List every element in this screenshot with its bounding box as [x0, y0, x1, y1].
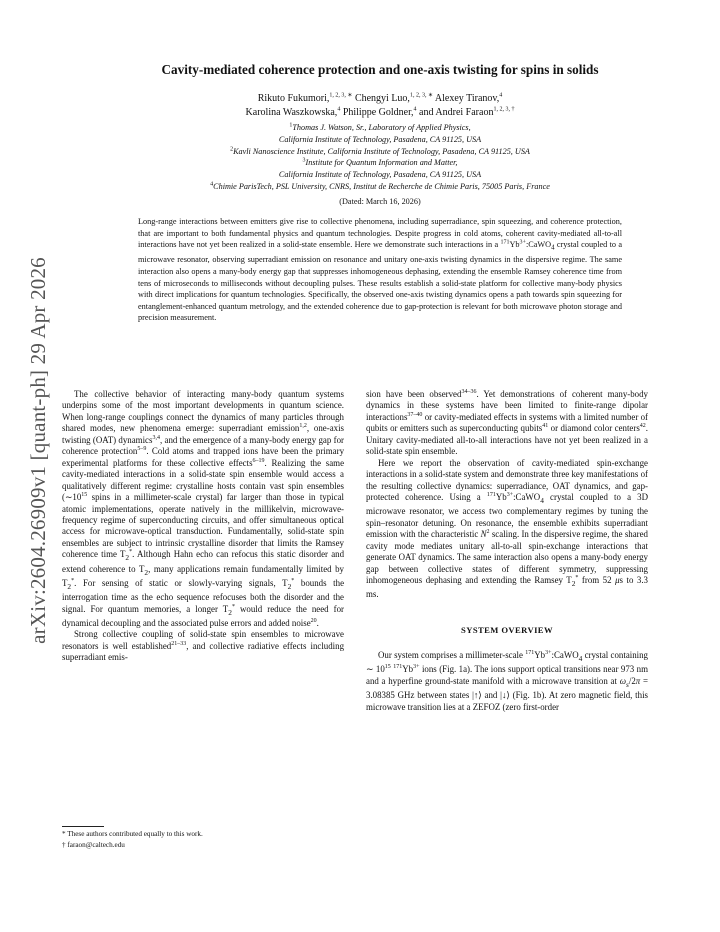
affiliation-line: $^1$Thomas J. Watson, Sr., Laboratory of Applied Physics,: [289, 122, 471, 132]
affiliation-line: California Institute of Technology, Pasadena, CA 91125, USA: [278, 170, 482, 180]
author-affiliation-mark: 1, 2, 3, ∗: [329, 92, 353, 99]
author-affiliation-mark: 4: [413, 106, 417, 113]
right-column: [366, 389, 648, 713]
paper-title: Cavity-mediated coherence protection and one-axis twisting for spins in solids: [161, 62, 599, 77]
arxiv-stamp-text: arXiv:2604.26909v1 [quant-ph] 29 Apr 2026: [25, 256, 50, 644]
abstract: Long-range interactions between emitters give rise to collective phenomena, including superradiance, spin squeezing, and coherence protection, that are important to both fundamental physics and quantum technologies. Despite progress in cold atoms, coherent cavity-mediated all-to-all interactions have not yet been realized in a solid-state ensemble. Here we demonstrate such interactions in a $^{171}Yb^{3+}:CaWO_4$ crystal coupled to a microwave resonator, observing superradiant emission on resonance and unitary one-axis twisting dynamics in the dispersive regime. The same interaction also opens a many-body energy gap that suppresses inhomogeneous dephasing, extending the ensemble Ramsey coherence time from tens of microseconds to milliseconds without decoupling pulses. These results establish a solid-state platform for collective many-body physics with direct implications for quantum technologies. Specifically, the observed one-axis twisting dynamics opens a path towards spin squeezing for entanglement-enhanced quantum metrology, and the extended coherence due to gap-protection is relevant for both microwave photon storage and precision measurement.: [138, 217, 622, 323]
footnote: * These authors contributed equally to this work.: [62, 830, 203, 838]
arxiv-stamp: [18, 240, 58, 660]
footnotes: [62, 829, 344, 850]
author-line-2: [70, 106, 690, 120]
author-name: Chengyi Luo,: [352, 93, 410, 104]
body-paragraph: The collective behavior of interacting many-body quantum systems underpins some of the most important developments in quantum science. When long-range couplings connect the dynamics of many particles through shared modes, new phenomena emerge: superradiant emission$^{1,2}$, one-axis twisting (OAT) dynamics$^{3,4}$, and the emergence of a many-body energy gap for coherence protection$^{5-9}$. Cold atoms and trapped ions have been the primary experimental platforms for these collective effects$^{6-19}$. Realizing the same cavity-mediated interactions in a solid-state spin ensemble would access a qualitatively different regime: crystalline hosts contain vast spin ensembles ($\sim 10^{15}$ spins in a millimeter-scale crystal) far larger than those in typical atomic implementations, operate natively in the millikelvin, microwave-frequency regime of superconducting circuits, and offer simultaneous optical access for microwave-optical transduction. Fundamentally, solid-state spin ensembles are subject to intrinsic crystalline disorder that limits the Ramsey coherence time $T_2^*$. Although Hahn echo can refocus this static disorder and extend coherence to $T_2$, many applications remain fundamentally limited by $T_2^*$. For sensing of static or slowly-varying signals, $T_2^*$ bounds the interrogation time as the echo sequence refocuses both the disorder and the signal. For quantum memories, a longer $T_2^*$ would reduce the need for dynamical decoupling and the associated pulse errors and added noise$^{20}$.: [62, 389, 345, 628]
footnote: † faraon@caltech.edu: [62, 840, 125, 849]
body-paragraph: Our system comprises a millimeter-scale $^{171}Yb^{3+}:CaWO_4$ crystal containing ∼ $10^{15}$ $^{171}Yb^{3+}$ ions (Fig. 1a). The ions support optical transitions near 973 nm and a hyperfine ground-state manifold with a microwave transition at $\omega_s/2\pi = 3.08385$ GHz between states |↑⟩ and |↓⟩ (Fig. 1b). At zero magnetic field, this microwave transition lies at a ZEFOZ (zero first-order: [366, 650, 649, 712]
body-paragraph: Here we report the observation of cavity-mediated spin-exchange interactions in a solid-state system and demonstrate three key manifestations of the resulting collective dynamics: superradiance, OAT dynamics, and gap-protected coherence. Using a $^{171}Yb^{3+}:CaWO_4$ crystal coupled to a 3D microwave resonator, we access two complementary regimes by tuning the spin–resonator detuning. On resonance, the ensemble exhibits superradiant emission with the characteristic $N^2$ scaling. In the dispersive regime, the shared cavity mode mediates unitary all-to-all spin-exchange interactions that generate OAT dynamics. The same interaction also opens a many-body energy gap between collective states of different symmetry, suppressing inhomogeneous dephasing and extending the Ramsey $T_2^*$ from 52 μs to 3.3 ms.: [366, 457, 648, 600]
author-line-1: [70, 92, 690, 106]
affiliation-line: $^4$Chimie ParisTech, PSL University, CNRS, Institut de Recherche de Chimie Paris, 75005 Paris, France: [210, 181, 550, 191]
author-name: Karolina Waszkowska,: [245, 107, 338, 118]
date-line: (Dated: March 16, 2026): [339, 197, 421, 206]
affiliation-line: $^2$Kavli Nanoscience Institute, California Institute of Technology, Pasadena, CA 91125, USA: [230, 145, 530, 156]
introduction-continued: [366, 389, 648, 601]
left-column: [62, 389, 344, 664]
affiliation-line: $^3$Institute for Quantum Information and Matter,: [302, 157, 458, 168]
author-name: and Andrei Faraon: [416, 107, 494, 118]
author-list: [70, 92, 690, 120]
author-affiliation-mark: 1, 2, 3, ∗: [409, 92, 433, 99]
section-heading: SYSTEM OVERVIEW: [461, 624, 553, 635]
author-name: Alexey Tiranov,: [432, 93, 500, 104]
system-overview-text: [366, 650, 648, 713]
author-affiliation-mark: 4: [499, 92, 503, 99]
affiliations: [70, 122, 690, 193]
affiliation-line: California Institute of Technology, Pasadena, CA 91125, USA: [278, 134, 482, 144]
footnote-rule: [62, 826, 104, 827]
author-affiliation-mark: 1, 2, 3, †: [493, 106, 515, 113]
author-name: Rikuto Fukumori,: [257, 93, 330, 104]
author-affiliation-mark: 4: [337, 106, 341, 113]
body-paragraph: sion have been observed$^{34-36}$. Yet demonstrations of coherent many-body dynamics in these systems have been limited to finite-range dipolar interactions$^{37-40}$ or cavity-mediated effects in systems with a limited number of qubits or emitters such as superconducting qubits$^{41}$ or diamond color centers$^{42}$. Unitary cavity-mediated all-to-all interactions have not yet been realized in a solid-state spin ensemble.: [366, 389, 648, 457]
author-name: Philippe Goldner,: [340, 107, 414, 118]
body-paragraph: Strong collective coupling of solid-state spin ensembles to microwave resonators is well established$^{21-33}$, and collective radiative effects including superradiant emis-: [62, 629, 345, 663]
